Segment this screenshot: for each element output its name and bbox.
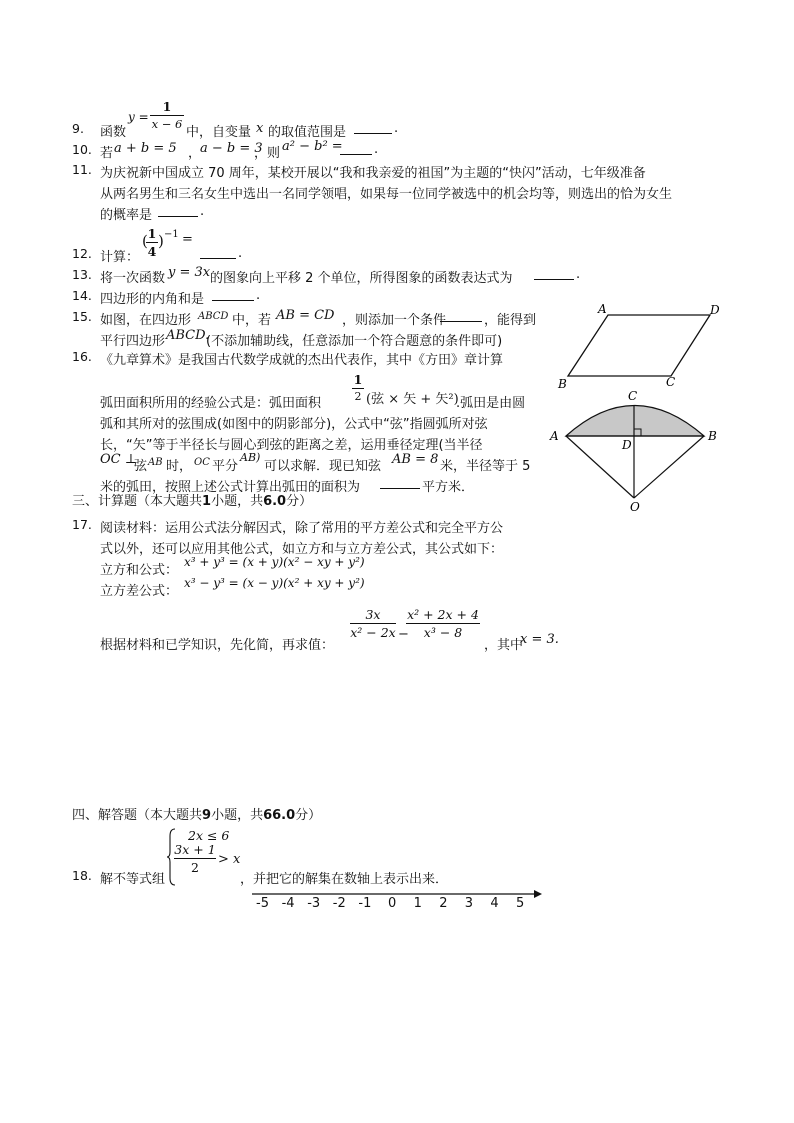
q17-fraction-1	[350, 607, 396, 640]
number-line-tick-label: -2	[332, 896, 346, 911]
q16-line5j: 米，半径等于 5	[440, 459, 531, 474]
section-3-heading-a: 三、计算题（本大题共	[72, 494, 203, 509]
arc-label-o: O	[630, 500, 640, 514]
q15-number: 15.	[72, 309, 92, 324]
q16-line5c: AB	[148, 457, 163, 468]
q17-tail-x: x = 3.	[520, 632, 559, 647]
q17-fraction-2-numerator: x² + 2x + 4	[407, 607, 479, 622]
q13-end: .	[576, 267, 581, 282]
q16-line1: 《九章算术》是我国古代数学成就的杰出代表作，其中《方田》章计算	[100, 353, 504, 368]
section-4-heading	[72, 808, 321, 824]
section-4-heading-c: 分）	[295, 808, 322, 823]
q11-line3: 的概率是	[100, 208, 153, 223]
q16-line5e: OC	[194, 457, 210, 468]
parallelogram-label-b: B	[558, 377, 567, 390]
q14-answer-blank[interactable]	[212, 288, 254, 301]
q18-fraction-denominator: 2	[191, 860, 199, 875]
q16-line6b: 平方米．	[422, 480, 475, 495]
section-4-score: 66.0	[263, 808, 296, 823]
number-line-tick-label: 2	[439, 896, 448, 911]
q16-fraction-numerator: 1	[353, 372, 363, 387]
q16-answer-blank[interactable]	[380, 476, 420, 489]
q9-fraction	[150, 99, 184, 131]
q14-text: 四边形的内角和是	[100, 292, 205, 307]
q17-diff-expr: x³ − y³ = (x − y)(x² + xy + y²)	[184, 576, 365, 590]
q15-line2b: ABCD.	[166, 328, 210, 343]
q13-pre: 将一次函数	[100, 271, 166, 286]
q11-line2: 从两名男生和三名女生中选出一名同学领唱，如果每一位同学被选中的机会均等，则选出的恰为女生	[100, 187, 673, 202]
q12-fraction	[146, 226, 158, 259]
q12-end: .	[238, 246, 243, 261]
q10-mid: ，则	[254, 146, 281, 161]
section-3-heading-b: 小题，共	[211, 494, 264, 509]
q13-post: 的图象向上平移 2 个单位，所得图象的函数表达式为	[210, 271, 513, 286]
q15-line2c: (不添加辅助线，任意添加一个符合题意的条件即可)	[206, 334, 503, 349]
q9-var: x	[256, 121, 264, 136]
q18-fraction	[174, 842, 216, 875]
q10-end: .	[374, 142, 379, 157]
q15-line2a: 平行四边形	[100, 334, 166, 349]
q16-line4: 长，“矢”等于半径长与圆心到弦的距离之差，运用垂径定理(当半径	[100, 438, 483, 453]
q10-sep: ，	[188, 146, 202, 161]
q14-number: 14.	[72, 288, 92, 303]
arc-label-d: D	[622, 438, 632, 452]
number-line-tick-label: -1	[358, 896, 372, 911]
section-4-heading-b: 小题，共	[211, 808, 264, 823]
q13-number: 13.	[72, 267, 92, 282]
q10-number: 10.	[72, 142, 92, 157]
q17-sum-label: 立方和公式：	[100, 563, 179, 578]
q9-fraction-denominator: x − 6	[151, 117, 183, 131]
q14-end: .	[256, 288, 261, 303]
q10-expr3: a² − b² =	[282, 139, 343, 154]
q17-diff-label: 立方差公式：	[100, 584, 179, 599]
q16-number: 16.	[72, 349, 92, 364]
q17-sum-expr: x³ + y³ = (x + y)(x² − xy + y²)	[184, 555, 365, 569]
q17-fraction-1-numerator: 3x	[365, 607, 381, 622]
parallelogram-label-c: C	[666, 375, 676, 389]
q12-exponent: −1	[164, 229, 179, 240]
q9-end: .	[394, 121, 399, 136]
q17-minus: −	[398, 627, 409, 642]
q17-line2: 式以外，还可以应用其他公式，如立方和与立方差公式，其公式如下：	[100, 542, 504, 557]
q18-gt: > x	[218, 852, 241, 867]
q17-tail: ，其中	[484, 638, 524, 653]
q17-number: 17.	[72, 517, 92, 532]
section-3-count: 1	[202, 494, 212, 509]
q16-line5f: 平分	[212, 459, 239, 474]
q9-y: y =	[128, 110, 149, 124]
q10-expr2: a − b = 3	[200, 141, 263, 156]
q17-line1: 阅读材料：运用公式法分解因式，除了常用的平方差公式和完全平方公	[100, 521, 504, 536]
q18-number: 18.	[72, 868, 92, 883]
q15-pre: 如图，在四边形	[100, 313, 192, 328]
q13-answer-blank[interactable]	[534, 267, 574, 280]
q12-paren-open: (	[142, 232, 148, 250]
q16-formula: (弦 × 矢 + 矢²)	[366, 392, 459, 407]
arc-label-b: B	[708, 429, 717, 443]
q18-fraction-numerator: 3x + 1	[174, 842, 216, 857]
q13-expr: y = 3x	[168, 265, 211, 280]
q15-answer-blank[interactable]	[440, 309, 482, 322]
section-3-heading-c: 分）	[286, 494, 313, 509]
number-line-tick-label: -3	[307, 896, 321, 911]
q15-abcd: ABCD	[198, 311, 229, 322]
number-line-tick-label: -4	[281, 896, 295, 911]
q16-line3: 弧和其所对的弦围成(如图中的阴影部分)，公式中“弦”指圆弧所对弦	[100, 417, 488, 432]
q16-line5i: AB = 8	[392, 452, 439, 467]
parallelogram-shape	[568, 315, 710, 376]
arc-segment-shaded	[566, 406, 704, 437]
parallelogram-figure	[550, 298, 730, 390]
number-line-tick-label: 5	[516, 896, 525, 911]
number-line-tick-label: 0	[388, 896, 397, 911]
radius-ob	[634, 436, 704, 498]
section-4-count: 9	[202, 808, 212, 823]
number-line-tick-label: 3	[464, 896, 474, 911]
q9-answer-blank[interactable]	[354, 121, 392, 134]
q12-equals: =	[182, 232, 193, 247]
q9-post2: 的取值范围是	[268, 125, 347, 140]
q16-fraction	[352, 372, 364, 403]
arc-label-c: C	[628, 389, 638, 403]
q9-number: 9.	[72, 121, 84, 136]
number-line-tick-label: 1	[413, 896, 422, 911]
q9-fraction-numerator: 1	[162, 99, 172, 114]
q10-expr1: a + b = 5	[114, 141, 177, 156]
number-line[interactable]	[252, 890, 542, 914]
arc-label-a: A	[550, 429, 559, 443]
q17-fraction-2-denominator: x³ − 8	[423, 625, 463, 640]
q15-post: ，则添加一个条件	[342, 313, 447, 328]
q12-number: 12.	[72, 246, 92, 261]
q18-pre: 解不等式组	[100, 872, 166, 887]
q11-answer-blank[interactable]	[158, 204, 198, 217]
q11-line1: 为庆祝新中国成立 70 周年，某校开展以“我和我亲爱的祖国”为主题的“快闪”活动，七年级准备	[100, 166, 646, 181]
q18-post: ，并把它的解集在数轴上表示出来．	[240, 872, 449, 887]
q12-pre: 计算：	[100, 250, 140, 265]
q16-line2a: 弧田面积所用的经验公式是：弧田面积	[100, 396, 322, 411]
q16-line2c: .弧田是由圆	[456, 396, 526, 411]
q10-answer-blank[interactable]	[340, 142, 372, 155]
q12-answer-blank[interactable]	[200, 246, 236, 259]
q17-fraction-2	[406, 607, 480, 640]
q11-number: 11.	[72, 162, 92, 177]
section-3-score: 6.0	[263, 494, 287, 509]
q11-end: .	[200, 204, 205, 219]
q15-expr: AB = CD	[276, 308, 335, 323]
number-line-arrowhead	[534, 890, 542, 898]
q10-pre: 若	[100, 146, 114, 161]
q12-fraction-denominator: 4	[147, 244, 157, 259]
section-4-heading-a: 四、解答题（本大题共	[72, 808, 203, 823]
q16-line5a: OC ⊥	[100, 452, 137, 467]
q12-paren-close: )	[158, 232, 164, 250]
number-line-tick-label: -5	[256, 896, 269, 911]
q16-line5h: 可以求解．现已知弦	[264, 459, 382, 474]
q9-pre: 函数	[100, 125, 127, 140]
q12-fraction-numerator: 1	[147, 226, 157, 241]
q17-fraction-1-denominator: x² − 2x	[350, 625, 396, 640]
q16-line5b: 弦	[134, 459, 148, 474]
number-line-tick-label: 4	[490, 896, 499, 911]
q16-line6: 米的弧田，按照上述公式计算出弧田的面积为	[100, 480, 361, 495]
q15-mid: 中，若	[232, 313, 272, 328]
q16-line5g: AB)	[240, 451, 261, 464]
q18-inequality-1: 2x ≤ 6	[188, 828, 230, 843]
q15-post2: ，能得到	[484, 313, 537, 328]
q16-line5d: 时，	[166, 459, 193, 474]
section-3-heading	[72, 494, 312, 510]
q16-fraction-denominator: 2	[354, 390, 362, 403]
arc-field-figure	[546, 385, 730, 515]
q17-task: 根据材料和已学知识，先化简，再求值：	[100, 638, 335, 653]
parallelogram-label-a: A	[598, 302, 607, 316]
q9-post: 中，自变量	[186, 125, 252, 140]
parallelogram-label-d: D	[710, 303, 720, 317]
